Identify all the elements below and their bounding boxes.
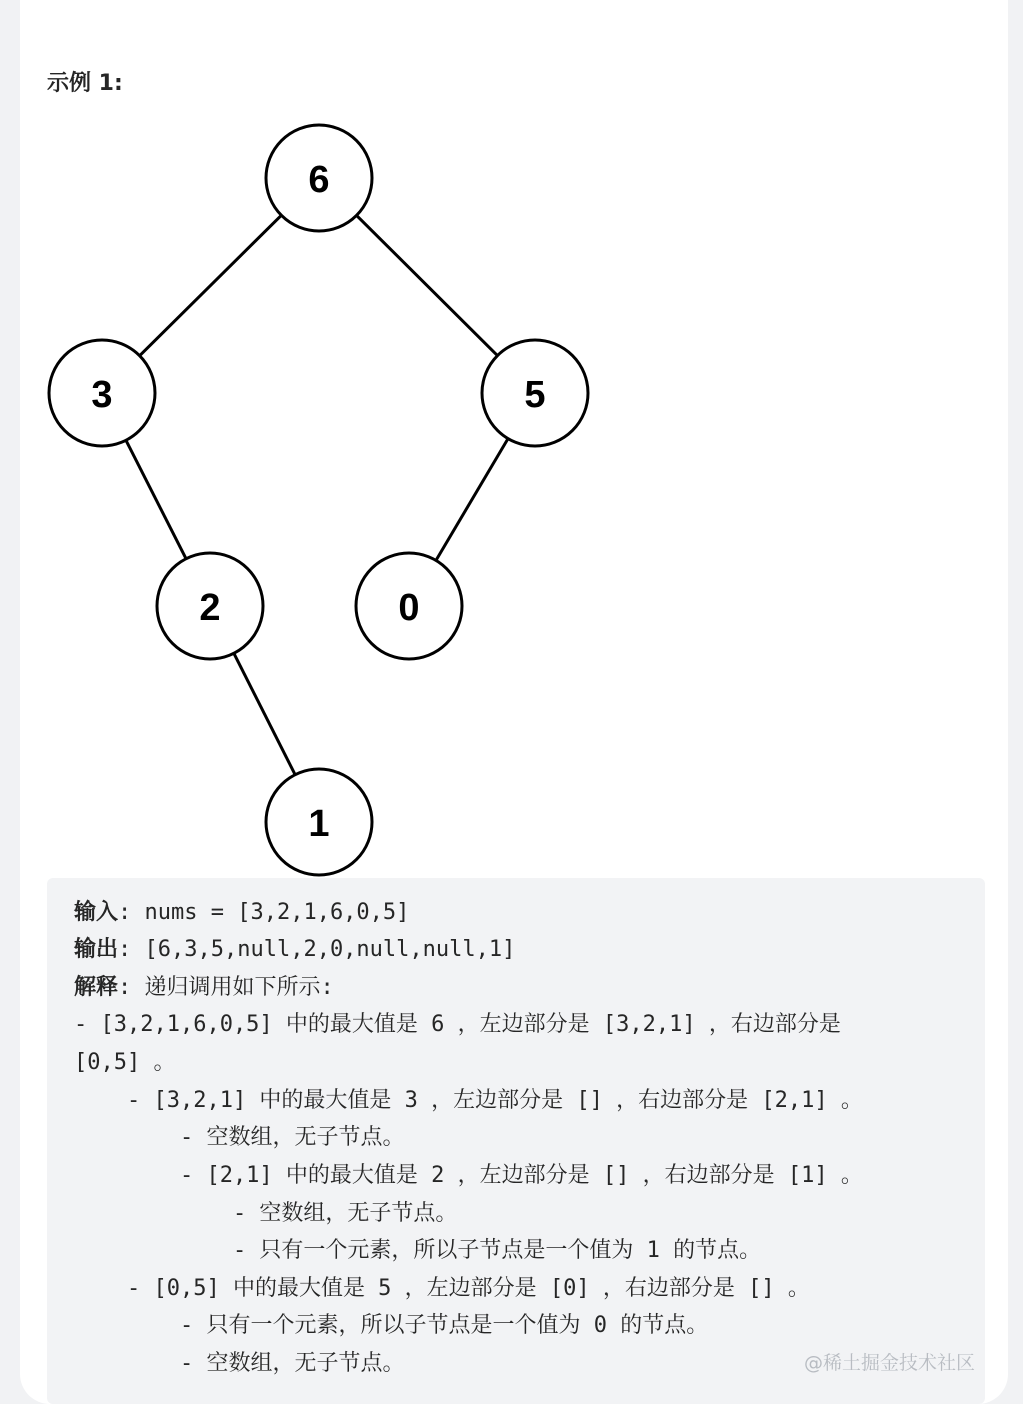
- tree-edge: [234, 653, 295, 774]
- tree-node-label: 0: [398, 587, 420, 629]
- tree-node: [157, 553, 263, 659]
- explanation-line: [0,5] 。: [74, 1050, 176, 1075]
- input-line: [74, 898, 409, 928]
- code-block: [47, 878, 985, 1404]
- explanation-line: - 空数组，无子节点。: [74, 1201, 458, 1226]
- tree-edge: [140, 215, 282, 355]
- tree-node: [266, 769, 372, 875]
- tree-node-label: 2: [199, 587, 221, 629]
- tree-edge: [436, 439, 508, 561]
- tree-node-label: 1: [308, 803, 330, 845]
- binary-tree-diagram: [20, 0, 1008, 880]
- watermark: @稀土掘金技术社区: [803, 1352, 975, 1374]
- tree-node: [266, 125, 372, 231]
- explanation-line: - 只有一个元素，所以子节点是一个值为 0 的节点。: [74, 1313, 709, 1338]
- output-label: 输出: [74, 937, 119, 962]
- output-value: : [6,3,5,null,2,0,null,null,1]: [118, 937, 516, 962]
- explain-label: 解释: [74, 975, 119, 1000]
- explanation-line: - [3,2,1] 中的最大值是 3 ，左边部分是 [] ，右边部分是 [2,1] 。: [74, 1088, 863, 1113]
- explanation-line: - 空数组，无子节点。: [74, 1351, 405, 1376]
- output-line: [74, 935, 515, 965]
- tree-node-label: 3: [91, 374, 113, 416]
- content-card: [20, 0, 1008, 1404]
- tree-node-label: 5: [524, 374, 546, 416]
- tree-node: [356, 553, 462, 659]
- explanation-line: - [0,5] 中的最大值是 5 ，左边部分是 [0] ，右边部分是 [] 。: [74, 1276, 810, 1301]
- explanation-line: - [2,1] 中的最大值是 2 ，左边部分是 [] ，右边部分是 [1] 。: [74, 1163, 863, 1188]
- tree-node-label: 6: [308, 159, 330, 201]
- tree-edge: [357, 215, 498, 355]
- explanation-line: - [3,2,1,6,0,5] 中的最大值是 6 ，左边部分是 [3,2,1] ，右边部分是: [74, 1012, 841, 1037]
- explain-value: : 递归调用如下所示:: [118, 975, 334, 1000]
- explain-line: [74, 973, 334, 1003]
- input-label: 输入: [74, 900, 119, 925]
- input-value: : nums = [3,2,1,6,0,5]: [118, 900, 410, 925]
- explanation-line: - 空数组，无子节点。: [74, 1125, 405, 1150]
- tree-edge: [126, 440, 186, 558]
- tree-node: [482, 340, 588, 446]
- example-title: 示例 1:: [47, 71, 123, 96]
- tree-node: [49, 340, 155, 446]
- explanation-line: - 只有一个元素，所以子节点是一个值为 1 的节点。: [74, 1238, 762, 1263]
